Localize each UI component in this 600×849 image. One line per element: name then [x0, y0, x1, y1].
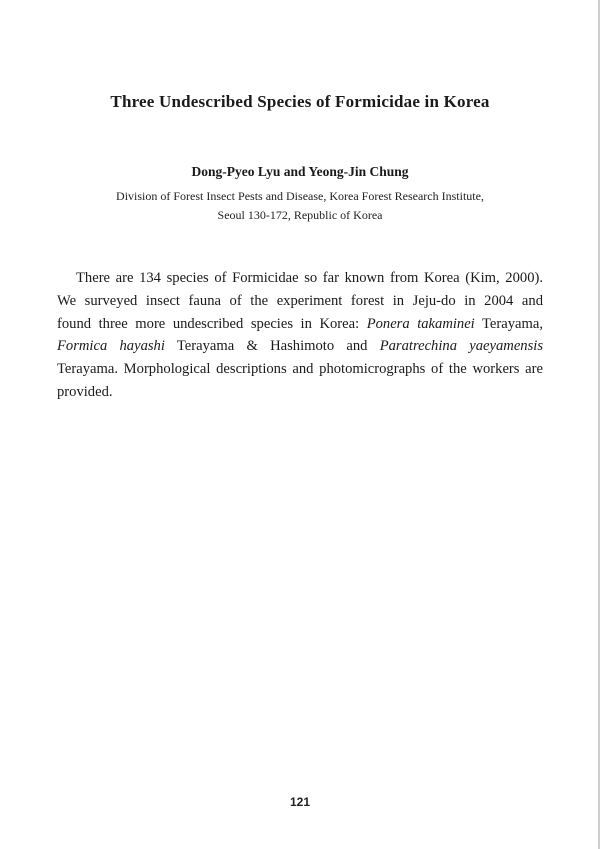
- abstract-line-4: [57, 335, 543, 358]
- abstract-line-6: provided.: [57, 383, 113, 400]
- species-name: Formica hayashi: [57, 338, 165, 355]
- species-name: Paratrechina yaeyamensis: [379, 338, 543, 355]
- affiliation-line-2: Seoul 130-172, Republic of Korea: [217, 208, 383, 222]
- species-name: Ponera takaminei: [366, 315, 475, 332]
- abstract-text: found three more undescribed species in Korea:: [57, 315, 367, 332]
- abstract-text: Terayama & Hashimoto and: [164, 338, 380, 355]
- paper-title: Three Undescribed Species of Formicidae in Korea: [110, 92, 490, 111]
- abstract-text: Terayama,: [474, 315, 543, 332]
- abstract-line-5: Terayama. Morphological descriptions and photomicrographs of the workers are: [57, 361, 543, 378]
- abstract-line-3: [57, 313, 543, 336]
- author-names: Dong-Pyeo Lyu and Yeong-Jin Chung: [191, 164, 409, 179]
- page-number: 121: [289, 795, 311, 809]
- affiliation-line-1: Division of Forest Insect Pests and Disease, Korea Forest Research Institute,: [116, 189, 484, 203]
- abstract-line-2: We surveyed insect fauna of the experiment forest in Jeju-do in 2004 and: [57, 292, 543, 309]
- abstract-paragraph: [57, 267, 543, 404]
- abstract-line-1: There are 134 species of Formicidae so far known from Korea (Kim, 2000).: [76, 270, 543, 286]
